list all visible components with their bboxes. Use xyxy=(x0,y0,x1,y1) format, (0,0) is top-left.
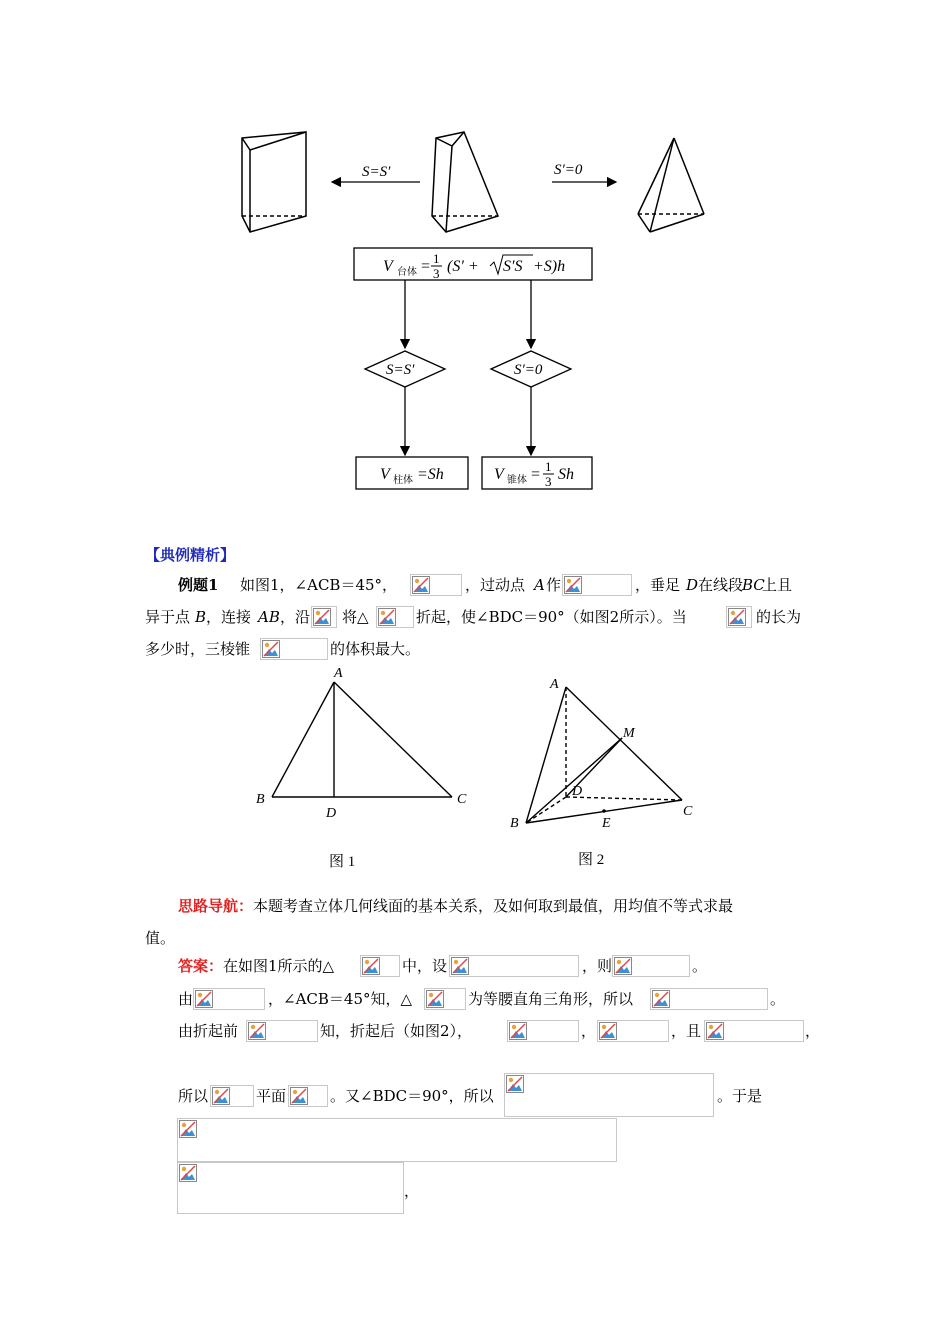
broken-image-icon xyxy=(564,576,582,594)
formula-sub: 台体 xyxy=(397,267,417,278)
broken-image-icon xyxy=(451,957,469,975)
fig1-caption: 图 1 xyxy=(329,854,356,870)
math-image-placeholder xyxy=(449,955,579,977)
formula-num: 1 xyxy=(433,251,440,266)
figure-2 xyxy=(500,665,710,875)
fig2-label-d: D xyxy=(572,784,583,799)
math-image-placeholder xyxy=(410,574,462,596)
math-image-placeholder xyxy=(210,1085,254,1107)
example-l2-h: 的长为 xyxy=(756,608,802,626)
figure-1 xyxy=(250,660,480,875)
fig1-label-d: D xyxy=(326,806,337,821)
diamond-left-label: S=S′ xyxy=(386,362,415,378)
example-l1-f: D xyxy=(686,576,699,594)
example-l1-h: BC xyxy=(742,576,765,594)
fig1-label-a: A xyxy=(334,666,343,681)
broken-image-icon xyxy=(362,957,380,975)
arrow-left-label: S=S′ xyxy=(362,164,391,180)
example-l2-c: ，连接 xyxy=(206,608,252,626)
math-image-placeholder xyxy=(424,988,466,1010)
result-right-eq: = xyxy=(531,466,541,483)
answer-l3-a: 由折起前 xyxy=(178,1022,239,1040)
broken-image-icon xyxy=(412,576,430,594)
example-l1-i: 上且 xyxy=(762,576,793,594)
broken-image-icon xyxy=(262,640,280,658)
guide-text-2: 值。 xyxy=(145,929,176,947)
answer-l2-a: 由 xyxy=(178,990,194,1008)
frustum-figure xyxy=(432,132,498,232)
answer-l3-e: ， xyxy=(805,1022,821,1040)
example-l3-a: 多少时，三棱锥 xyxy=(145,640,251,658)
formula-den: 3 xyxy=(433,266,440,281)
fig2-label-a: A xyxy=(550,677,559,692)
fig2-label-m: M xyxy=(623,726,635,741)
answer-l6-a: ， xyxy=(404,1182,420,1200)
math-image-placeholder xyxy=(562,574,632,596)
broken-image-icon xyxy=(212,1087,230,1105)
result-right-den: 3 xyxy=(545,474,552,489)
example-l3-b: 的体积最大。 xyxy=(330,640,421,658)
formula-rest-c: +S)h xyxy=(533,258,566,275)
math-image-placeholder xyxy=(650,988,768,1010)
math-image-placeholder xyxy=(177,1162,404,1214)
math-image-placeholder xyxy=(504,1073,714,1117)
broken-image-icon xyxy=(290,1087,308,1105)
math-image-placeholder xyxy=(597,1020,669,1042)
broken-image-icon xyxy=(509,1022,527,1040)
answer-l3-b: 知，折起后（如图2）， xyxy=(320,1022,473,1040)
answer-l3-c: ， xyxy=(581,1022,597,1040)
result-right-v: V xyxy=(494,466,504,483)
answer-l1-a: 在如图1所示的△ xyxy=(223,957,335,975)
example-l2-e: ，沿 xyxy=(280,608,311,626)
broken-image-icon xyxy=(706,1022,724,1040)
answer-l2-d: 。 xyxy=(770,990,786,1008)
section-title: 【典例精析】 xyxy=(145,546,236,564)
example-l1-c: A xyxy=(534,576,545,594)
example-l2-g: 折起，使∠BDC＝90°（如图2所示）。当 xyxy=(416,608,687,626)
math-image-placeholder xyxy=(726,606,752,628)
formula-v: V xyxy=(383,258,393,275)
answer-l2-c: 为等腰直角三角形，所以 xyxy=(468,990,634,1008)
fig2-label-c: C xyxy=(683,804,693,819)
answer-l2-b: ，∠ACB＝45°知，△ xyxy=(268,990,413,1008)
answer-l3-d: ，且 xyxy=(671,1022,702,1040)
diamond-right-label: S′=0 xyxy=(514,362,543,378)
example-l1-b: ，过动点 xyxy=(465,576,526,594)
pyramid-figure xyxy=(638,138,704,232)
broken-image-icon xyxy=(426,990,444,1008)
example-l1-g: 在线段 xyxy=(698,576,744,594)
broken-image-icon xyxy=(313,608,331,626)
answer-l1-b: 中，设 xyxy=(402,957,448,975)
example-l1-d: 作 xyxy=(546,576,562,594)
broken-image-icon xyxy=(195,990,213,1008)
result-left-v: V xyxy=(380,466,390,483)
result-right-rest: Sh xyxy=(558,466,574,483)
example-l1-e: ，垂足 xyxy=(635,576,681,594)
fig1-label-b: B xyxy=(256,792,265,807)
broken-image-icon xyxy=(179,1164,197,1182)
broken-image-icon xyxy=(378,608,396,626)
guide-text-1: 本题考查立体几何线面的基本关系，及如何取到最值，用均值不等式求最 xyxy=(253,897,734,915)
example-l1-a: 如图1，∠ACB＝45°， xyxy=(240,576,398,594)
answer-label: 答案： xyxy=(178,957,224,975)
math-image-placeholder xyxy=(507,1020,579,1042)
fig1-label-c: C xyxy=(457,792,467,807)
guide-line-1 xyxy=(178,896,733,916)
example-label: 例题1 xyxy=(178,576,219,594)
example-l2-d: AB xyxy=(258,608,280,626)
fig2-label-b: B xyxy=(510,816,519,831)
math-image-placeholder xyxy=(360,955,400,977)
guide-label: 思路导航： xyxy=(178,897,254,915)
fig2-label-e: E xyxy=(602,816,611,831)
example-line-1 xyxy=(178,575,218,595)
math-image-placeholder xyxy=(246,1020,318,1042)
formula-eq: = xyxy=(421,258,431,275)
formula-rest-a: (S′ + xyxy=(447,258,479,275)
answer-l4-d: 。于是 xyxy=(717,1087,763,1105)
example-l2-a: 异于点 xyxy=(145,608,191,626)
arrow-right-label: S′=0 xyxy=(554,162,583,178)
volume-flowchart xyxy=(220,120,730,500)
broken-image-icon xyxy=(179,1120,197,1138)
result-right-sub: 锥体 xyxy=(507,475,527,486)
example-l2-f: 将△ xyxy=(342,608,369,626)
math-image-placeholder xyxy=(260,638,328,660)
math-image-placeholder xyxy=(311,606,337,628)
prism-figure xyxy=(242,132,306,232)
answer-l4-b: 平面 xyxy=(256,1087,287,1105)
formula-rest-b: S′S xyxy=(503,258,523,275)
math-image-placeholder xyxy=(288,1085,328,1107)
answer-l1-c: ，则 xyxy=(582,957,613,975)
broken-image-icon xyxy=(599,1022,617,1040)
answer-line-1 xyxy=(178,956,334,976)
math-image-placeholder xyxy=(612,955,690,977)
broken-image-icon xyxy=(506,1075,524,1093)
example-l2-b: B xyxy=(195,608,207,626)
broken-image-icon xyxy=(728,608,746,626)
math-image-placeholder xyxy=(376,606,414,628)
fig2-caption: 图 2 xyxy=(578,852,605,868)
result-left-rest: =Sh xyxy=(417,466,444,483)
answer-l1-d: 。 xyxy=(692,957,708,975)
broken-image-icon xyxy=(614,957,632,975)
math-image-placeholder xyxy=(704,1020,804,1042)
broken-image-icon xyxy=(652,990,670,1008)
result-left-sub: 柱体 xyxy=(393,475,413,486)
answer-l4-c: 。又∠BDC＝90°，所以 xyxy=(330,1087,494,1105)
answer-l4-a: 所以 xyxy=(178,1087,209,1105)
math-image-placeholder xyxy=(177,1118,617,1162)
broken-image-icon xyxy=(248,1022,266,1040)
result-right-num: 1 xyxy=(545,459,552,474)
math-image-placeholder xyxy=(193,988,265,1010)
